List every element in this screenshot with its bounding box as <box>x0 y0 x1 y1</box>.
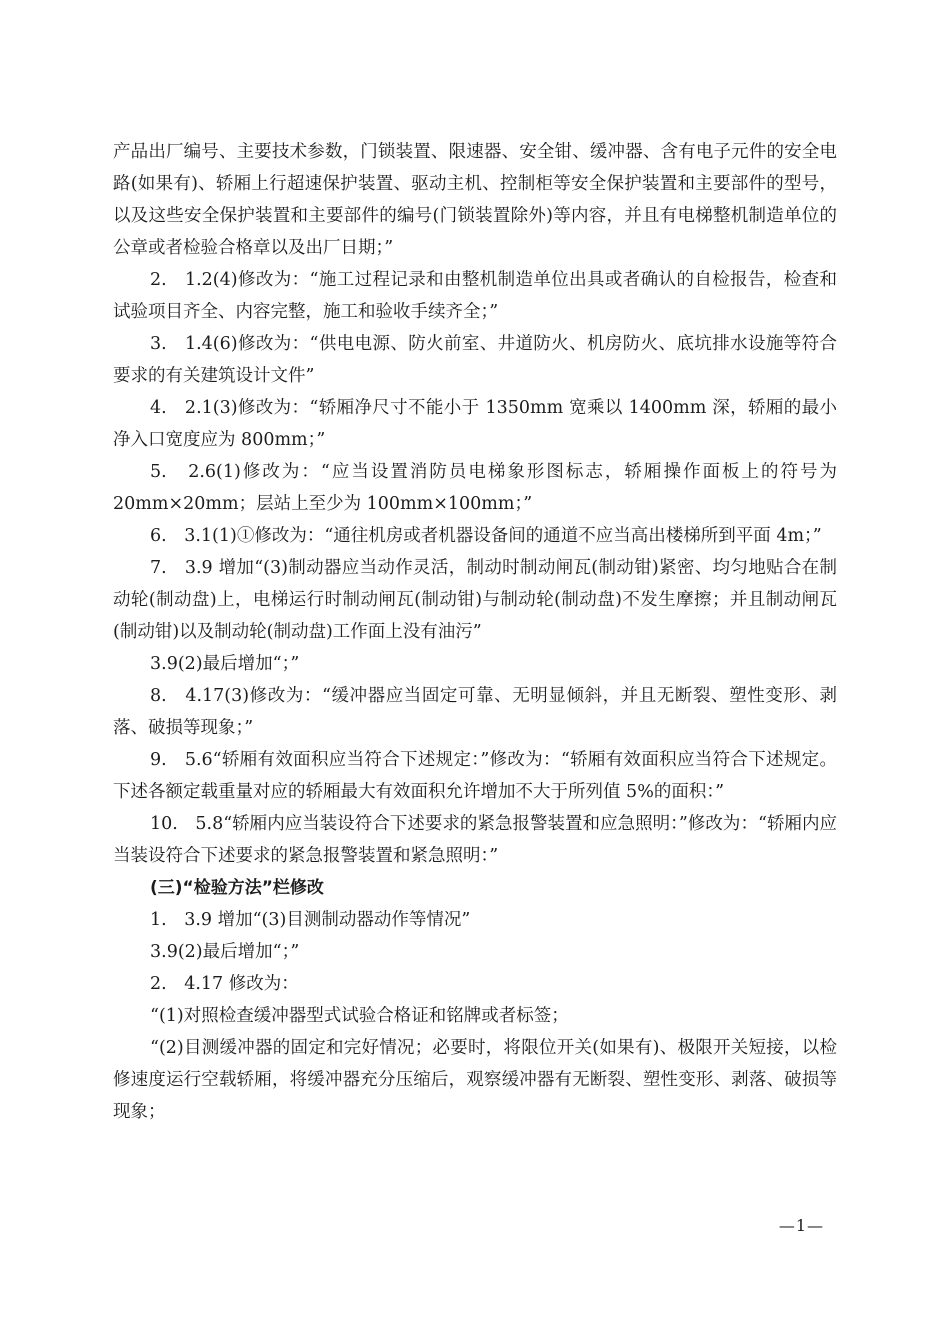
page-number: —1— <box>778 1216 824 1235</box>
paragraph-item-10: 10. 5.8“轿厢内应当装设符合下述要求的紧急报警装置和应急照明：”修改为：“轿厢内应当装设符合下述要求的紧急报警装置和紧急照明：” <box>113 814 837 866</box>
paragraph-item-7-addition: 3.9(2)最后增加“；” <box>150 654 300 674</box>
paragraph-item-8: 8. 4.17(3)修改为：“缓冲器应当固定可靠、无明显倾斜，并且无断裂、塑性变形、剥落、破损等现象；” <box>113 686 837 738</box>
method-item-2-point-2: “(2)目测缓冲器的固定和完好情况；必要时，将限位开关(如果有)、极限开关短接，以检修速度运行空载轿厢，将缓冲器充分压缩后，观察缓冲器有无断裂、塑性变形、剥落、破损等现象； <box>113 1038 837 1122</box>
paragraph-item-9: 9. 5.6“轿厢有效面积应当符合下述规定：”修改为：“轿厢有效面积应当符合下述规定。下述各额定载重量对应的轿厢最大有效面积允许增加不大于所列值 5%的面积：” <box>113 750 837 802</box>
document-body <box>113 136 837 1128</box>
method-item-2: 2. 4.17 修改为： <box>150 974 299 994</box>
paragraph-item-4: 4. 2.1(3)修改为：“轿厢净尺寸不能小于 1350mm 宽乘以 1400mm 深，轿厢的最小净入口宽度应为 800mm；” <box>113 398 837 450</box>
paragraph-item-2: 2. 1.2(4)修改为：“施工过程记录和由整机制造单位出具或者确认的自检报告，检查和试验项目齐全、内容完整，施工和验收手续齐全；” <box>113 270 837 322</box>
method-item-2-point-1: “(1)对照检查缓冲器型式试验合格证和铭牌或者标签； <box>150 1006 569 1026</box>
paragraph-item-5: 5. 2.6(1)修改为：“应当设置消防员电梯象形图标志，轿厢操作面板上的符号为 20mm×20mm；层站上至少为 100mm×100mm；” <box>113 462 837 514</box>
paragraph-item-3: 3. 1.4(6)修改为：“供电电源、防火前室、井道防火、机房防火、底坑排水设施等符合要求的有关建筑设计文件” <box>113 334 837 386</box>
section-heading: (三)“检验方法”栏修改 <box>150 878 324 898</box>
method-item-1: 1. 3.9 增加“(3)目测制动器动作等情况” <box>150 910 471 930</box>
paragraph-item-7: 7. 3.9 增加“(3)制动器应当动作灵活，制动时制动闸瓦(制动钳)紧密、均匀地贴合在制动轮(制动盘)上，电梯运行时制动闸瓦(制动钳)与制动轮(制动盘)不发生摩擦；并且制动闸瓦(制动钳)以及制动轮(制动盘)工作面上没有油污” <box>113 558 837 642</box>
method-item-1-addition: 3.9(2)最后增加“；” <box>150 942 300 962</box>
paragraph-item-6: 6. 3.1(1)①修改为：“通往机房或者机器设备间的通道不应当高出楼梯所到平面 4m；” <box>150 526 822 546</box>
paragraph-continuation: 产品出厂编号、主要技术参数，门锁装置、限速器、安全钳、缓冲器、含有电子元件的安全电路(如果有)、轿厢上行超速保护装置、驱动主机、控制柜等安全保护装置和主要部件的型号，以及这些安全保护装置和主要部件的编号(门锁装置除外)等内容，并且有电梯整机制造单位的公章或者检验合格章以及出厂日期；” <box>113 142 837 258</box>
